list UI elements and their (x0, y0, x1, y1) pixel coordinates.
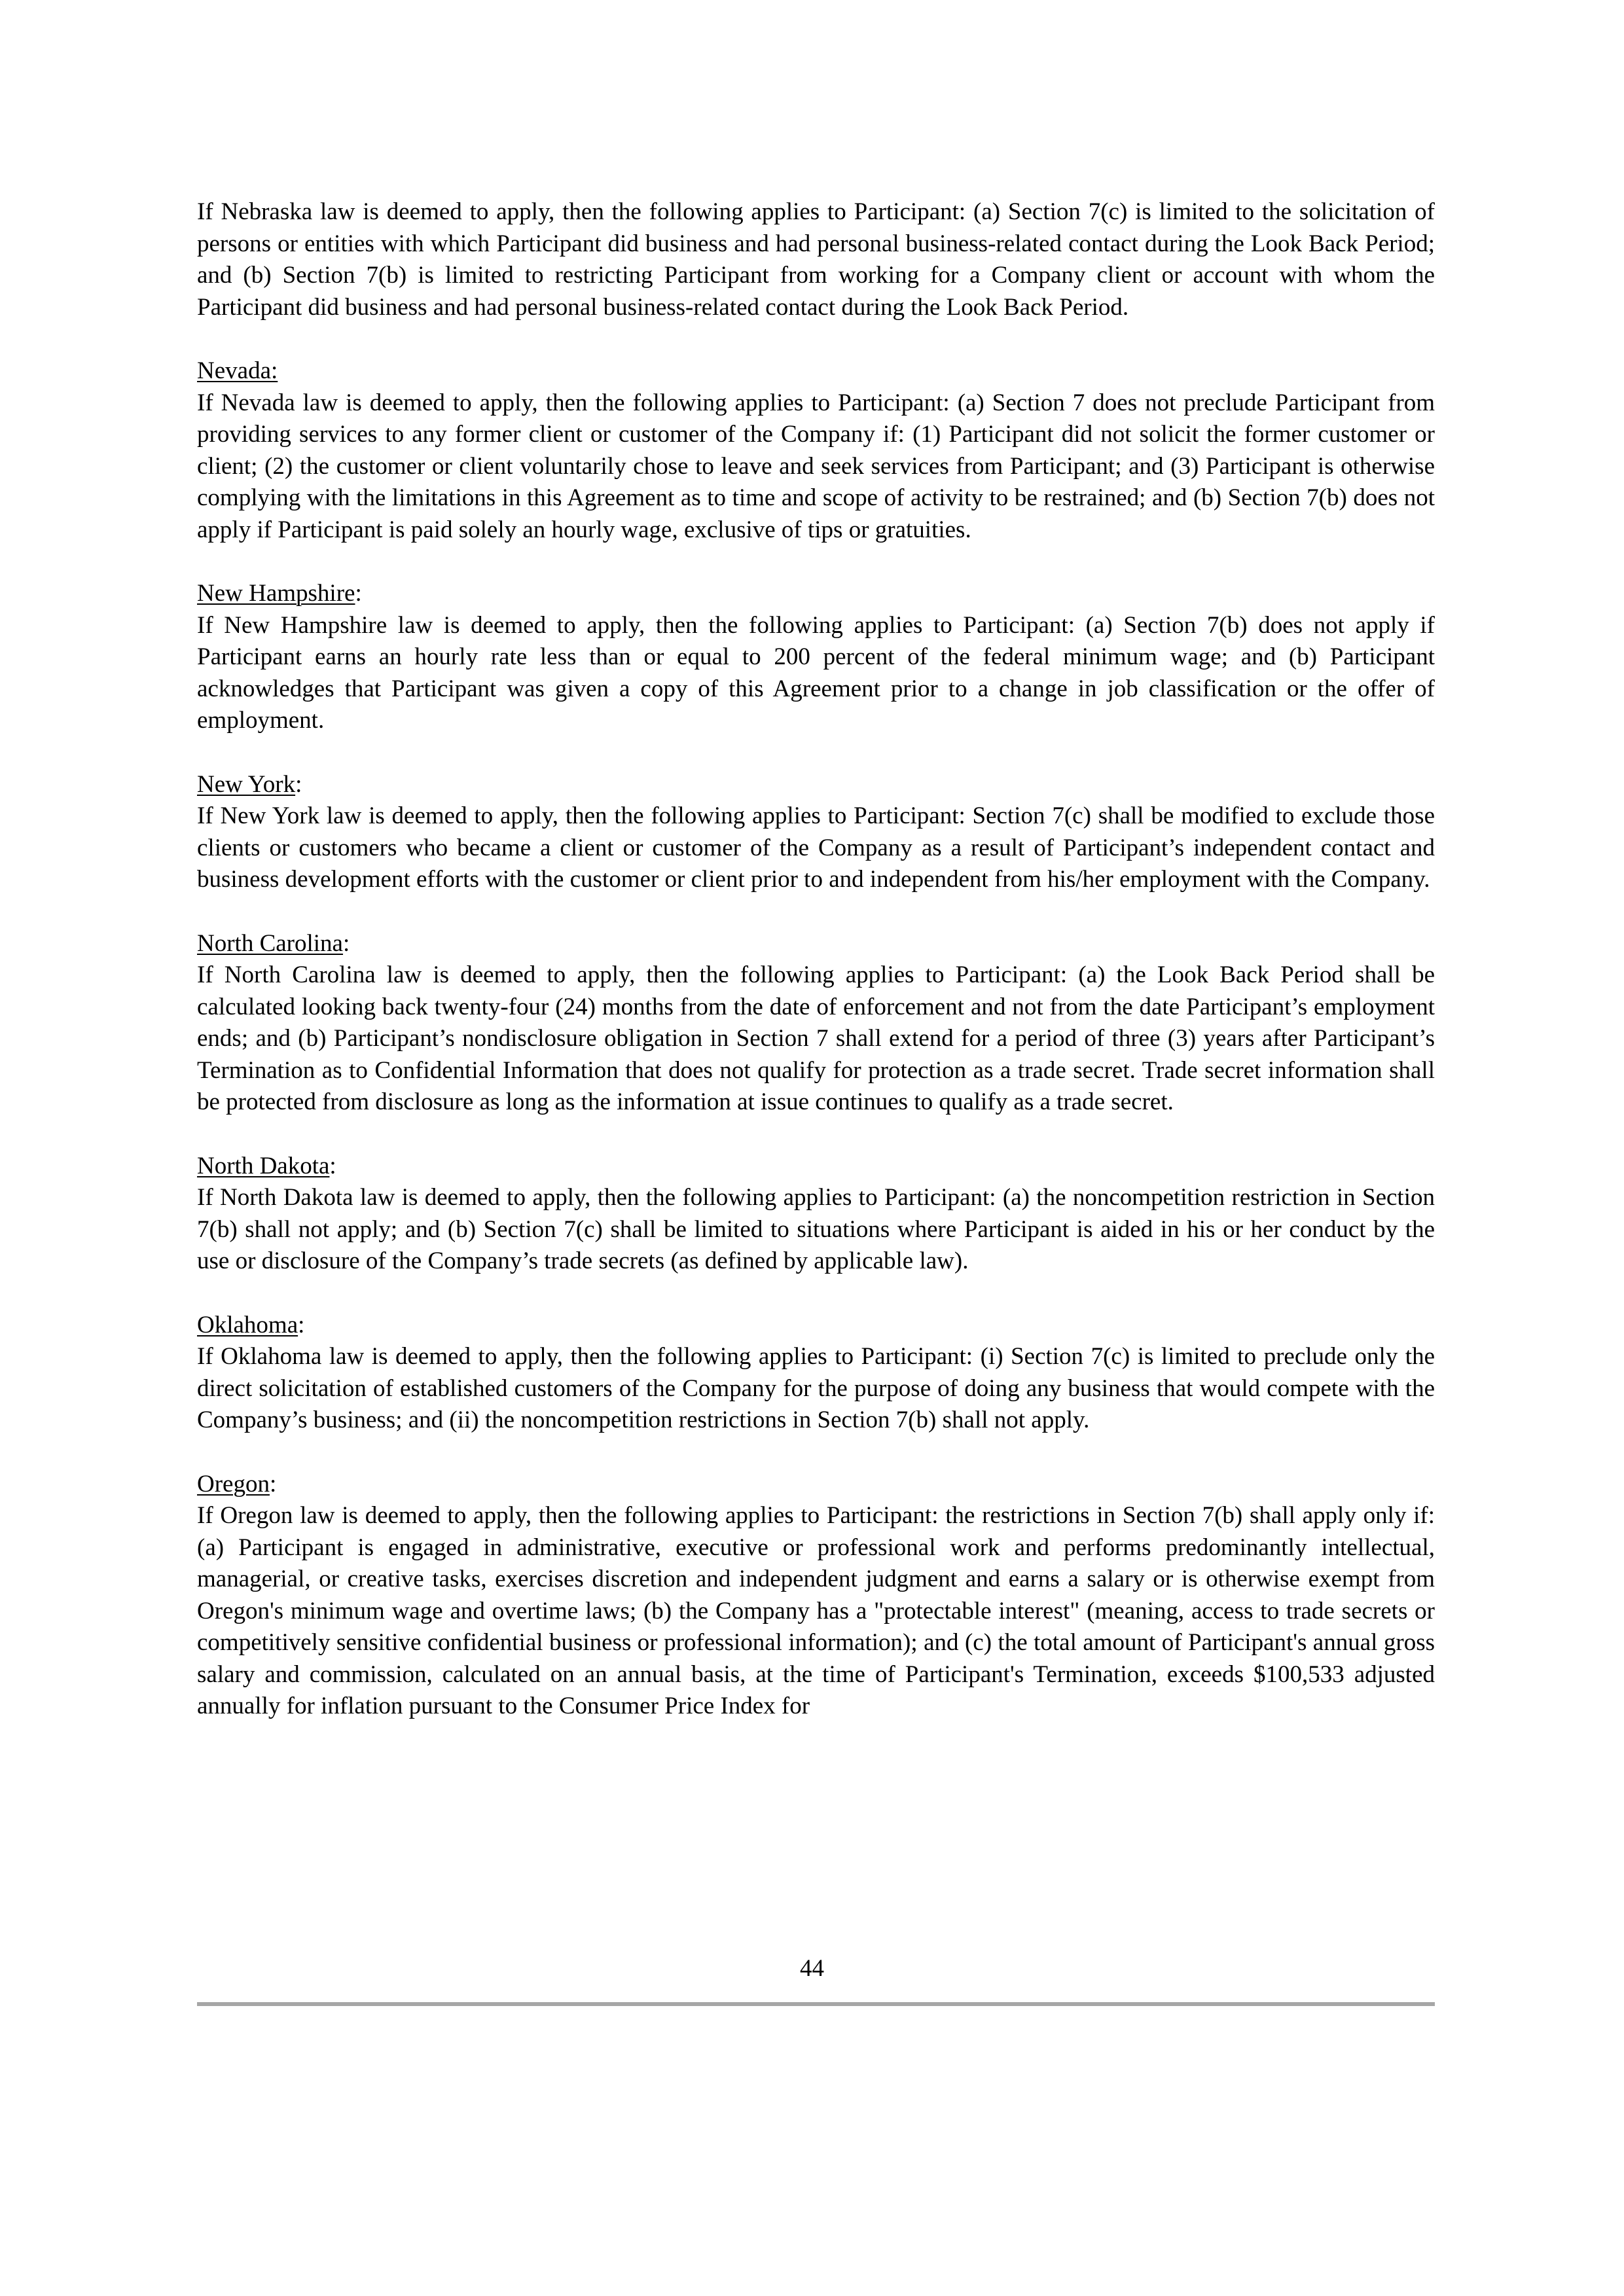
section-text-oklahoma: If Oklahoma law is deemed to apply, then the following applies to Participant: (i) Section 7(c) is limited to preclude only the direct solicitation of established customers of the Company for the purpose of doing any business that would compete with the Company’s business; and (ii) the noncompetition restrictions in Section 7(b) shall not apply. (197, 1343, 1435, 1433)
section-text-north-dakota: If North Dakota law is deemed to apply, then the following applies to Participant: (a) the noncompetition restriction in Section 7(b) shall not apply; and (b) Section 7(c) shall be limited to situations where Participant is aided in his or her conduct by the use or disclosure of the Company’s trade secrets (as defined by applicable law). (197, 1184, 1435, 1274)
section-heading-new-hampshire (197, 578, 1435, 610)
footer-divider (197, 2002, 1435, 2006)
section-new-hampshire (197, 578, 1435, 737)
heading-colon: : (329, 1152, 336, 1179)
heading-colon: : (269, 1470, 277, 1498)
section-heading-oklahoma (197, 1310, 1435, 1342)
section-nevada (197, 355, 1435, 546)
heading-colon: : (355, 580, 362, 607)
section-north-carolina (197, 928, 1435, 1119)
section-heading-label: New Hampshire (197, 580, 355, 607)
section-oklahoma (197, 1310, 1435, 1437)
section-heading-label: North Dakota (197, 1152, 330, 1179)
section-heading-oregon (197, 1469, 1435, 1501)
heading-colon: : (295, 770, 302, 798)
section-new-york (197, 769, 1435, 896)
page-number: 44 (800, 1955, 824, 1982)
section-text-nevada: If Nevada law is deemed to apply, then the following applies to Participant: (a) Section 7 does not preclude Participant from providing services to any former client or customer of the Company if: (1) Participant did not solicit the former customer or client; (2) the customer or client voluntarily chose to leave and seek services from Participant; and (3) Participant is otherwise complying with the limitations in this Agreement as to time and scope of activity to be restrained; and (b) Section 7(b) does not apply if Participant is paid solely an hourly wage, exclusive of tips or gratuities. (197, 389, 1435, 543)
section-heading-label: New York (197, 770, 296, 798)
section-heading-nevada (197, 355, 1435, 387)
section-north-dakota (197, 1151, 1435, 1278)
section-heading-north-dakota (197, 1151, 1435, 1183)
section-heading-north-carolina (197, 928, 1435, 960)
section-heading-label: Oklahoma (197, 1311, 298, 1338)
nebraska-paragraph: If Nebraska law is deemed to apply, then the following applies to Participant: (a) Section 7(c) is limited to the solicitation of persons or entities with which Participant did business and had personal business-related contact during the Look Back Period; and (b) Section 7(b) is limited to restricting Participant from working for a Company client or account with whom the Participant did business and had personal business-related contact during the Look Back Period. (197, 198, 1435, 321)
section-heading-new-york (197, 769, 1435, 801)
section-heading-label: North Carolina (197, 929, 343, 957)
section-text-oregon: If Oregon law is deemed to apply, then the following applies to Participant: the restrictions in Section 7(b) shall apply only if: (a) Participant is engaged in administrative, executive or professional work and performs predominantly intellectual, managerial, or creative tasks, exercises discretion and independent judgment and earns a salary or is otherwise exempt from Oregon's minimum wage and overtime laws; (b) the Company has a "protectable interest" (meaning, access to trade secrets or competitively sensitive confidential business or professional information); and (c) the total amount of Participant's annual gross salary and commission, calculated on an annual basis, at the time of Participant's Termination, exceeds $100,533 adjusted annually for inflation pursuant to the Consumer Price Index for (197, 1502, 1435, 1719)
section-text-new-hampshire: If New Hampshire law is deemed to apply, then the following applies to Participant: (a) Section 7(b) does not apply if Participant earns an hourly rate less than or equal to 200 percent of the federal minimum wage; and (b) Participant acknowledges that Participant was given a copy of this Agreement prior to a change in job classification or the offer of employment. (197, 611, 1435, 734)
document-body (197, 196, 1435, 1723)
section-oregon (197, 1469, 1435, 1723)
heading-colon: : (342, 929, 350, 957)
section-text-new-york: If New York law is deemed to apply, then the following applies to Participant: Section 7(c) shall be modified to exclude those clients or customers who became a client or customer of the Company as a result of Participant’s independent contact and business development efforts with the customer or client prior to and independent from his/her employment with the Company. (197, 802, 1435, 893)
section-heading-label: Nevada: (197, 357, 278, 384)
section-text-north-carolina: If North Carolina law is deemed to apply, then the following applies to Participant: (a) the Look Back Period shall be calculated looking back twenty-four (24) months from the date of enforcement and not from the date Participant’s employment ends; and (b) Participant’s nondisclosure obligation in Section 7 shall extend for a period of three (3) years after Participant’s Termination as to Confidential Information that does not qualify for protection as a trade secret. Trade secret information shall be protected from disclosure as long as the information at issue continues to qualify as a trade secret. (197, 961, 1435, 1115)
section-heading-label: Oregon (197, 1470, 270, 1498)
heading-colon: : (298, 1311, 305, 1338)
